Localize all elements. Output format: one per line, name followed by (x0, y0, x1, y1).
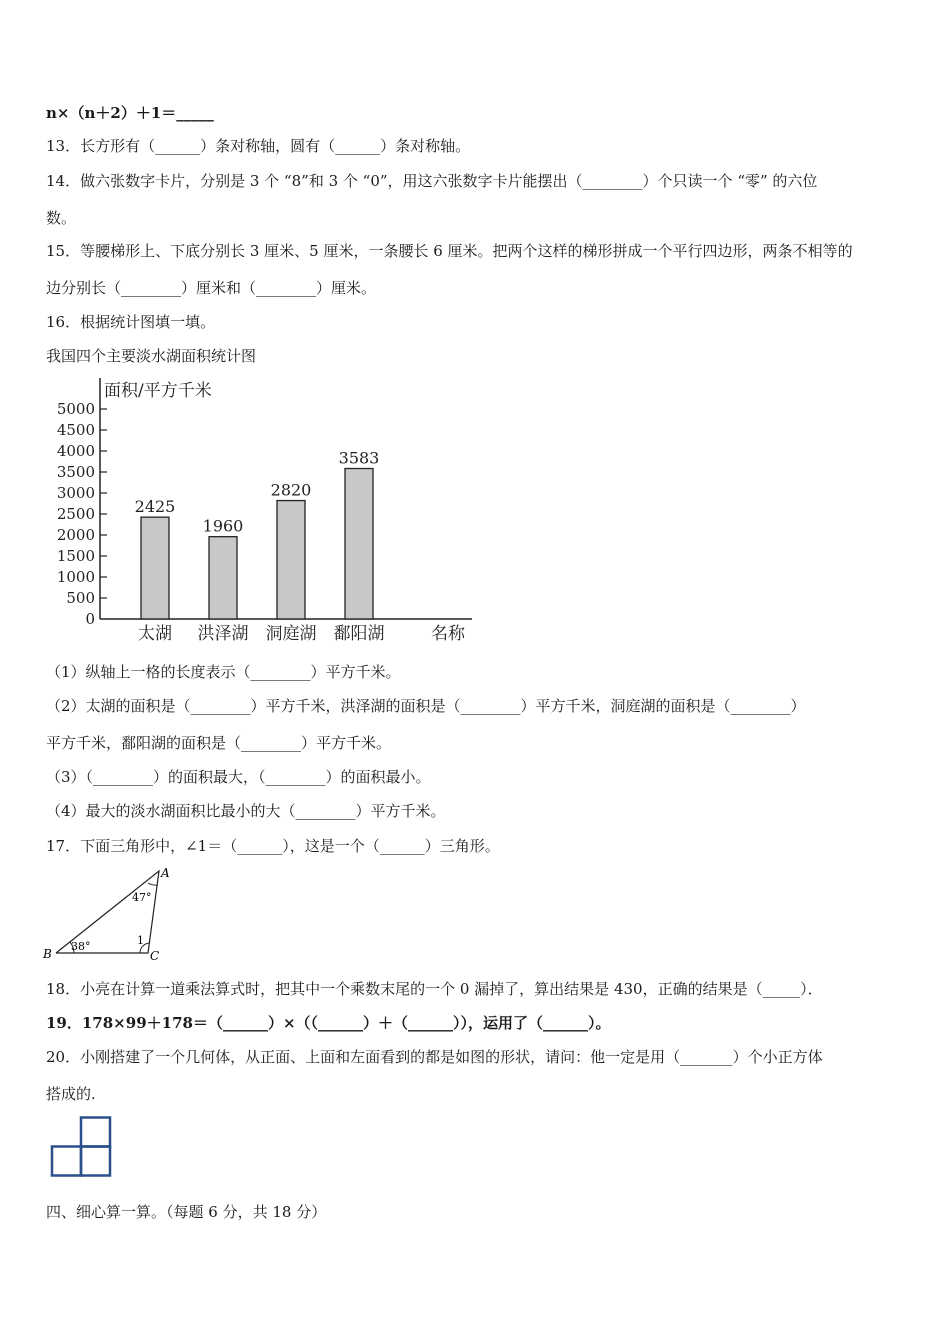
question-14-line-2: 数。 (46, 209, 77, 227)
angle-b-label: 38° (71, 940, 91, 953)
x-category-label: 鄱阳湖 (333, 624, 385, 644)
y-tick-label: 1000 (56, 568, 95, 586)
vertex-a-label: A (161, 866, 170, 880)
y-tick-label: 500 (66, 589, 95, 607)
square-bottom-left (52, 1147, 81, 1176)
y-tick-label: 4000 (56, 442, 95, 460)
question-18: 18．小亮在计算一道乘法算式时，把其中一个乘数末尾的一个 0 漏掉了，算出结果是 430，正确的结果是（_____）． (46, 980, 823, 998)
question-20-line-2: 搭成的. (46, 1085, 96, 1103)
square-bottom-right (81, 1147, 110, 1176)
x-category-label: 洪泽湖 (197, 624, 249, 644)
question-16-part-2-line-2: 平方千米，鄱阳湖的面积是（________）平方千米。 (46, 734, 392, 752)
question-16: 16．根据统计图填一填。 (46, 313, 216, 331)
bar-value-label: 3583 (338, 448, 380, 468)
bar-value-label: 2425 (134, 497, 176, 517)
question-17: 17．下面三角形中，∠1＝（______），这是一个（______）三角形。 (46, 837, 500, 855)
question-15-line-1: 15．等腰梯形上、下底分别长 3 厘米、5 厘米，一条腰长 6 厘米。把两个这样的梯形拼成一个平行四边形，两条不相等的 (46, 242, 853, 260)
question-20-line-1: 20．小刚搭建了一个几何体，从正面、上面和左面看到的都是如图的形状，请问：他一定是用（_______）个小正方体 (46, 1048, 823, 1066)
bar-value-label: 1960 (202, 516, 244, 536)
angle-a-arc (148, 883, 157, 885)
question-15-line-2: 边分别长（________）厘米和（________）厘米。 (46, 279, 377, 297)
vertex-c-label: C (150, 949, 160, 963)
x-category-label: 太湖 (138, 624, 172, 644)
x-axis-title: 名称 (431, 624, 465, 644)
bar (209, 537, 237, 619)
y-tick-label: 1500 (56, 547, 95, 565)
question-16-part-3: （3）（________）的面积最大，（________）的面积最小。 (46, 768, 431, 786)
lake-area-bar-chart (44, 374, 474, 650)
y-axis-title: 面积/平方千米 (104, 381, 212, 401)
question-13: 13．长方形有（______）条对称轴，圆有（______）条对称轴。 (46, 137, 471, 155)
x-category-label: 洞庭湖 (265, 624, 317, 644)
y-tick-label: 5000 (56, 400, 95, 418)
vertex-b-label: B (43, 947, 52, 961)
question-16-part-4: （4）最大的淡水湖面积比最小的大（________）平方千米。 (46, 802, 446, 820)
bar (277, 501, 305, 619)
angle-a-label: 47° (132, 891, 152, 904)
question-16-part-2-line-1: （2）太湖的面积是（________）平方千米，洪泽湖的面积是（________）平方千米，洞庭湖的面积是（________） (46, 697, 806, 715)
bar (345, 469, 373, 619)
question-16-part-1: （1）纵轴上一格的长度表示（________）平方千米。 (46, 663, 401, 681)
y-tick-label: 2000 (56, 526, 95, 544)
bar (141, 517, 169, 619)
y-tick-label: 3500 (56, 463, 95, 481)
cube-view-figure (50, 1116, 114, 1178)
bar-value-label: 2820 (270, 480, 312, 500)
section-4-heading: 四、细心算一算。（每题 6 分，共 18 分） (46, 1203, 327, 1221)
y-tick-label: 2500 (56, 505, 95, 523)
triangle-figure (40, 864, 180, 964)
question-14-line-1: 14．做六张数字卡片，分别是 3 个 “8”和 3 个 “0”，用这六张数字卡片能摆出（________）个只读一个 “零” 的六位 (46, 172, 818, 190)
y-tick-label: 4500 (56, 421, 95, 439)
square-top-right (81, 1118, 110, 1147)
question-19: 19．178×99＋178＝（______）×（（______）＋（______）），运用了（______）。 (46, 1014, 611, 1032)
y-tick-label: 3000 (56, 484, 95, 502)
chart-caption: 我国四个主要淡水湖面积统计图 (46, 347, 257, 365)
formula-line: n×（n＋2）＋1＝_____ (46, 104, 214, 122)
angle-1-label: 1 (137, 934, 144, 947)
y-tick-label: 0 (85, 610, 95, 628)
